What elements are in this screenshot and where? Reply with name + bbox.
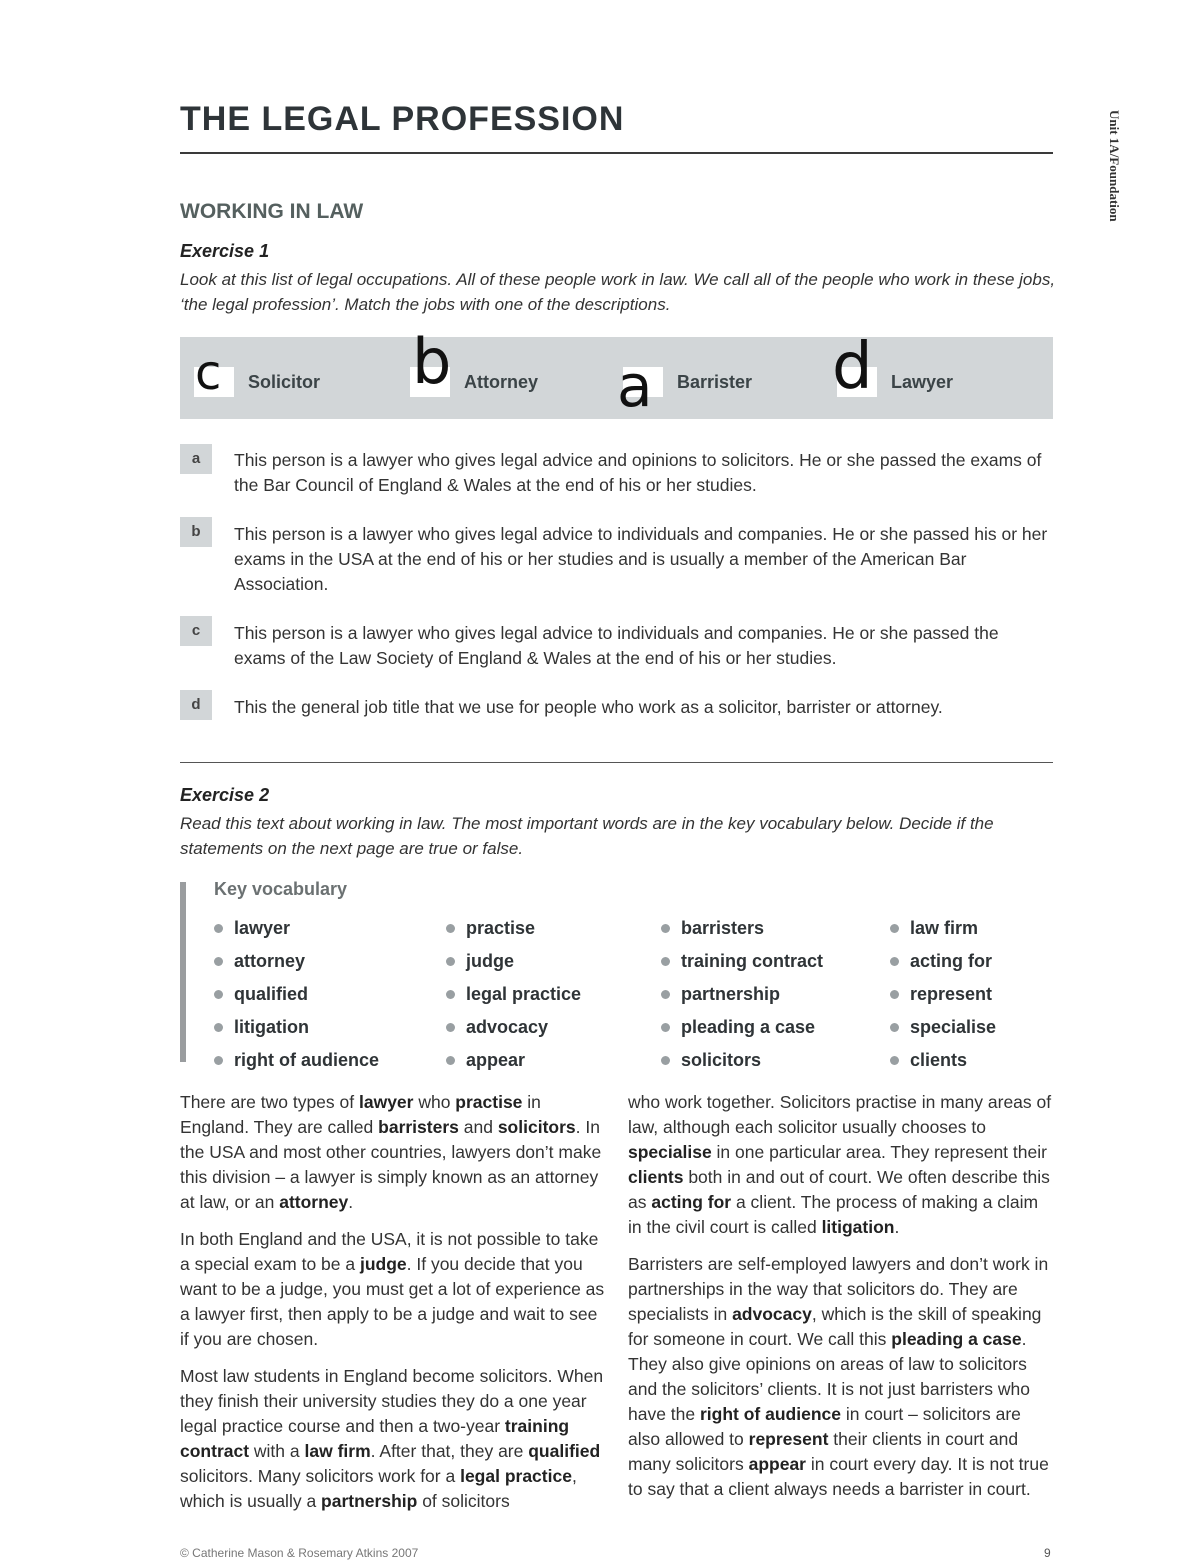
job-label: Attorney — [464, 371, 539, 392]
reading-paragraph: who work together. Solicitors practise in many areas of law, although each solicitor usually chooses to specialise in one particular area. They represent their clients both in and out of court. We often describe this as acting for a client. The process of making a claim in the civil court is called litigation. — [628, 1092, 1052, 1237]
vocab-item — [661, 978, 823, 1011]
bullet-icon — [214, 1056, 223, 1065]
bullet-icon — [890, 990, 899, 999]
title-divider — [180, 152, 1053, 154]
vocab-item — [446, 1011, 581, 1044]
bullet-icon — [446, 990, 455, 999]
exercise2-title: Exercise 2 — [180, 785, 270, 805]
vocab-column — [214, 912, 379, 1077]
vocab-term: represent — [910, 984, 993, 1004]
bullet-icon — [214, 924, 223, 933]
vocab-term: attorney — [234, 951, 306, 971]
reading-column-right — [628, 1090, 1056, 1514]
description-text: This person is a lawyer who gives legal advice and opinions to solicitors. He or she passed the exams of the Bar Council of England & Wales at the end of his or her studies. — [234, 450, 1042, 495]
vocab-term: acting for — [910, 951, 993, 971]
vocab-term: qualified — [234, 984, 309, 1004]
key-term: appear — [748, 1454, 806, 1474]
description-letter: b — [180, 517, 212, 547]
vocab-item — [214, 1044, 379, 1077]
vocab-term: advocacy — [466, 1017, 549, 1037]
bullet-icon — [890, 1023, 899, 1032]
bullet-icon — [661, 1056, 670, 1065]
key-term: specialise — [628, 1142, 712, 1162]
reading-paragraph: Most law students in England become solicitors. When they finish their university studies they do a one year legal practice course and then a two-year training contract with a law firm. After that, they are qualified solicitors. Many solicitors work for a legal practice, which is usually a partnership of solicitors — [180, 1366, 604, 1511]
copyright-notice: © Catherine Mason & Rosemary Atkins 2007 — [180, 1546, 419, 1560]
vocab-item — [214, 912, 379, 945]
reading-column-left — [180, 1090, 608, 1526]
reading-paragraph: In both England and the USA, it is not possible to take a special exam to be a judge. If you decide that you want to be a judge, you must get a lot of experience as a lawyer first, then apply to be a judge and wait to see if you are chosen. — [180, 1229, 605, 1349]
handwritten-answer-c: c — [195, 345, 222, 401]
key-term: practise — [455, 1092, 523, 1112]
bullet-icon — [446, 924, 455, 933]
vocab-term: solicitors — [681, 1050, 762, 1070]
vocab-item — [890, 978, 996, 1011]
vocab-item — [890, 1011, 996, 1044]
vocab-column — [446, 912, 581, 1077]
key-term: pleading a case — [891, 1329, 1022, 1349]
vocab-term: clients — [910, 1050, 968, 1070]
bullet-icon — [661, 924, 670, 933]
page-title: THE LEGAL PROFESSION — [180, 100, 625, 138]
vocab-item — [214, 945, 379, 978]
vocab-term: right of audience — [234, 1050, 380, 1070]
vocab-term: pleading a case — [681, 1017, 816, 1037]
key-term: attorney — [279, 1192, 349, 1212]
vocab-title: Key vocabulary — [214, 879, 348, 899]
key-term: barristers — [378, 1117, 459, 1137]
vocab-term: training contract — [681, 951, 824, 971]
vocab-term: partnership — [681, 984, 781, 1004]
key-term: right of audience — [700, 1404, 841, 1424]
vocab-item — [890, 945, 996, 978]
bullet-icon — [890, 1056, 899, 1065]
key-term: represent — [748, 1429, 829, 1449]
vocab-term: judge — [466, 951, 514, 971]
bullet-icon — [890, 924, 899, 933]
exercise1-instructions: Look at this list of legal occupations. All of these people work in law. We call all of the people who work in these jobs, ‘the legal profession’. Match the jobs with one of the descriptions. — [180, 270, 1056, 314]
vocab-term: litigation — [234, 1017, 309, 1037]
vocab-term: legal practice — [466, 984, 582, 1004]
section-heading: WORKING IN LAW — [180, 200, 364, 223]
page-number: 9 — [1044, 1546, 1051, 1560]
jobs-band — [180, 325, 1053, 420]
exercise1-title: Exercise 1 — [180, 241, 270, 261]
vocab-item — [890, 912, 996, 945]
key-term: advocacy — [732, 1304, 812, 1324]
vocab-term: specialise — [910, 1017, 997, 1037]
key-term: clients — [628, 1167, 684, 1187]
vocab-item — [446, 978, 581, 1011]
bullet-icon — [661, 1023, 670, 1032]
vocab-term: appear — [466, 1050, 526, 1070]
description-text: This person is a lawyer who gives legal advice to individuals and companies. He or she passed the exams of the Law Society of England & Wales at the end of his or her studies. — [234, 623, 999, 668]
vocab-item — [214, 978, 379, 1011]
bullet-icon — [661, 957, 670, 966]
vocab-side-bar — [180, 882, 186, 1062]
description-letter: a — [180, 444, 212, 474]
key-term: solicitors — [497, 1117, 576, 1137]
key-term: judge — [359, 1254, 407, 1274]
vocab-item — [890, 1044, 996, 1077]
unit-side-tab — [1106, 110, 1126, 250]
description-text: This the general job title that we use for people who work as a solicitor, barrister or attorney. — [234, 697, 943, 717]
vocab-item — [214, 1011, 379, 1044]
bullet-icon — [214, 957, 223, 966]
description-text: This person is a lawyer who gives legal advice to individuals and companies. He or she passed his or her exams in the USA at the end of his or her studies and is usually a member of the American Bar Association. — [234, 524, 1048, 594]
handwritten-answer-a: a — [617, 352, 653, 420]
vocab-item — [661, 945, 823, 978]
key-term: training contract — [180, 1416, 570, 1461]
handwritten-answer-b: b — [412, 325, 452, 398]
key-term: acting for — [651, 1192, 732, 1212]
key-term: litigation — [821, 1217, 895, 1237]
unit-side-tab-label: Unit 1A/Foundation — [1107, 110, 1122, 222]
job-label: Solicitor — [248, 371, 321, 392]
reading-paragraph: There are two types of lawyer who practise in England. They are called barristers and solicitors. In the USA and most other countries, lawyers don’t make this division – a lawyer is simply known as an attorney at law, or an attorney. — [180, 1092, 602, 1212]
bullet-icon — [446, 1056, 455, 1065]
key-term: law firm — [304, 1441, 371, 1461]
key-term: legal practice — [460, 1466, 572, 1486]
vocab-item — [661, 1011, 823, 1044]
bullet-icon — [446, 1023, 455, 1032]
vocab-column — [890, 912, 996, 1077]
exercise2-instructions: Read this text about working in law. The most important words are in the key vocabulary below. Decide if the statements on the next page are true or false. — [180, 814, 994, 858]
reading-paragraph: Barristers are self-employed lawyers and don’t work in partnerships in the way that solicitors do. They are specialists in advocacy, which is the skill of speaking for someone in court. We call this pleading a case. They also give opinions on areas of law to solicitors and the solicitors’ clients. It is not just barristers who have the right of audience in court – solicitors are also allowed to represent their clients in court and many solicitors appear in court every day. It is not true to say that a client always needs a barrister in court. — [628, 1254, 1049, 1499]
vocab-item — [446, 1044, 581, 1077]
job-label: Lawyer — [891, 371, 954, 392]
bullet-icon — [214, 1023, 223, 1032]
key-term: qualified — [528, 1441, 601, 1461]
bullet-icon — [661, 990, 670, 999]
job-label: Barrister — [677, 371, 753, 392]
handwritten-answer-d: d — [832, 330, 873, 404]
vocab-term: barristers — [681, 918, 765, 938]
bullet-icon — [214, 990, 223, 999]
key-term: lawyer — [358, 1092, 414, 1112]
vocab-item — [661, 912, 823, 945]
bullet-icon — [446, 957, 455, 966]
vocab-item — [446, 912, 581, 945]
key-term: partnership — [321, 1491, 418, 1511]
bullet-icon — [890, 957, 899, 966]
section-divider — [180, 762, 1053, 763]
vocab-item — [446, 945, 581, 978]
vocab-term: law firm — [910, 918, 979, 938]
description-letter: d — [180, 690, 212, 720]
description-letter: c — [180, 616, 212, 646]
vocab-term: practise — [466, 918, 536, 938]
vocab-item — [661, 1044, 823, 1077]
vocab-term: lawyer — [234, 918, 291, 938]
vocab-column — [661, 912, 823, 1077]
